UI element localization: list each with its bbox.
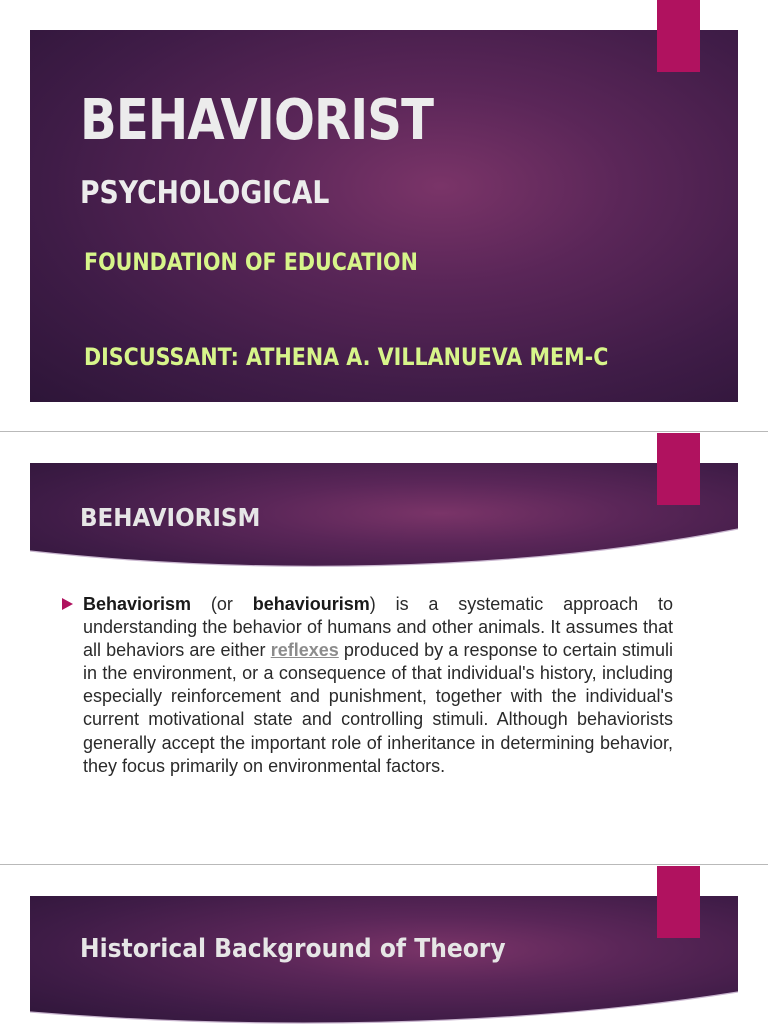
wave-curve (30, 463, 738, 583)
subtitle: PSYCHOLOGICAL (80, 175, 330, 211)
title-band (30, 30, 738, 402)
accent-tab (657, 866, 700, 938)
header-band (30, 896, 738, 1024)
header-band (30, 463, 738, 583)
term-behaviourism: behaviourism (252, 594, 370, 614)
reflexes-link[interactable]: reflexes (270, 640, 339, 661)
slide-behaviorism (0, 433, 768, 863)
term-behaviorism: Behaviorism (83, 594, 192, 614)
slide-divider (0, 864, 768, 865)
text-part: produced by a response to certain stimuli in the environment, or a consequence of that individual's history, including especially reinforcement and punishment, together with the individual's current motivational state and controlling stimuli. Although behaviorists generally accept the important role of inheritance in determining behavior, they focus primarily on environmental factors. (83, 640, 673, 776)
section-title: Historical Background of Theory (80, 934, 506, 964)
slide-divider (0, 431, 768, 432)
discussant-line: DISCUSSANT: ATHENA A. VILLANUEVA MEM-C (84, 343, 609, 371)
slide-title (0, 0, 768, 430)
accent-tab (657, 433, 700, 505)
body-paragraph (83, 593, 673, 778)
text-part: ) is a systematic approach to understanding the behavior of humans and other animals. It assumes that all behaviors are either (83, 594, 673, 661)
slide-historical-background (0, 866, 768, 1024)
text-part: (or (191, 594, 253, 614)
wave-curve (30, 896, 738, 1024)
accent-tab (657, 0, 700, 72)
bullet-arrow-icon (62, 598, 73, 610)
section-title: BEHAVIORISM (80, 503, 261, 532)
course-name: FOUNDATION OF EDUCATION (84, 248, 418, 276)
main-title: BEHAVIORIST (80, 88, 434, 153)
